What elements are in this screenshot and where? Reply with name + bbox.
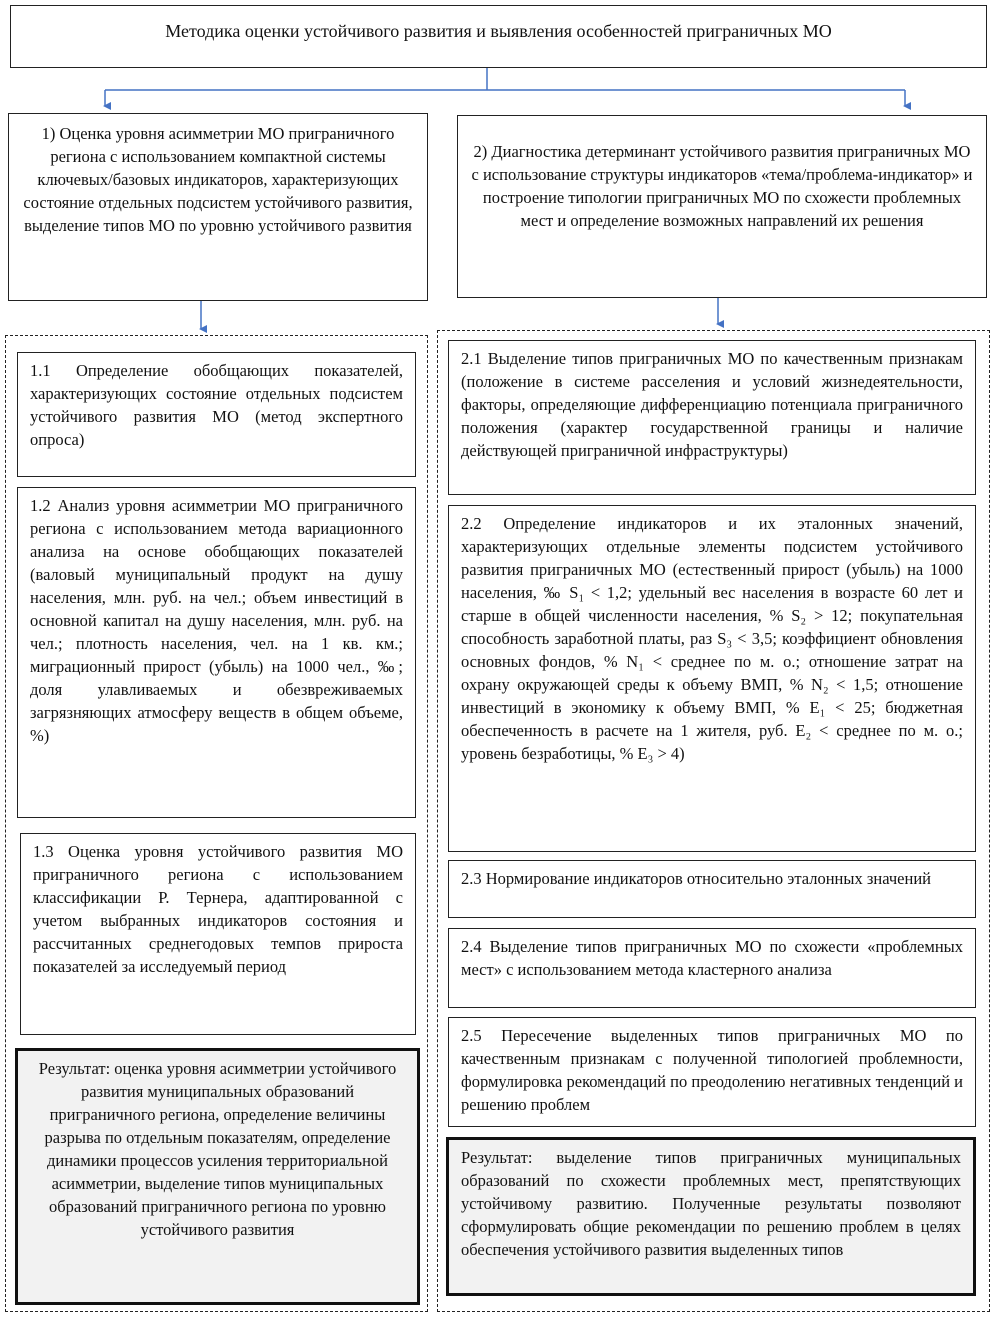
- step-2-2: [448, 505, 976, 852]
- step-2-1: [448, 340, 976, 495]
- step-1-3: [20, 833, 416, 1035]
- step-text: 2.3 Нормирование индикаторов относительно эталонных значений: [461, 869, 931, 888]
- right-header-text: 2) Диагностика детерминант устойчивого развития приграничных МО с использование структуры индикаторов «тема/проблема-индикатор» и построение типологии приграничных МО по схожести проблемных мест и определение возможных направлений их решения: [471, 142, 973, 230]
- left-result-box: [15, 1048, 420, 1305]
- title-box: [10, 5, 987, 68]
- step-text: 1.2 Анализ уровня асимметрии МО приграничного региона с использованием метода вариационного анализа на основе обобщающих показателей (валовый муниципальный продукт на душу населения, млн. руб. на чел.; объем инвестиций в основной капитал на душу населения, млн. руб. на чел.; плотность населения, чел. на 1 кв. км.; миграционный прирост (убыль) на 1000 чел., ‰; доля улавливаемых и обезвреживаемых загрязняющих атмосферу веществ в общем объеме, %): [30, 496, 403, 745]
- step-text: 2.4 Выделение типов приграничных МО по схожести «проблемных мест» с использованием метода кластерного анализа: [461, 937, 963, 979]
- step-text: 1.3 Оценка уровня устойчивого развития МО приграничного региона с использованием классификации Р. Тернера, адаптированной с учетом выбранных индикаторов состояния и рассчитанных среднегодовых темпов прироста показателей за исследуемый период: [33, 842, 403, 976]
- result-text: Результат: выделение типов приграничных муниципальных образований по схожести проблемных мест, препятствующих устойчивому развитию. Полученные результаты позволяют сформулировать общие рекомендации по решению проблем в целях обеспечения устойчивого развития выделенных типов: [461, 1148, 961, 1259]
- left-header-box: [8, 113, 428, 301]
- step-text: 2.5 Пересечение выделенных типов приграничных МО по качественным признакам с полученной типологией проблемности, формулировка рекомендаций по преодолению негативных тенденций и решению проблем: [461, 1026, 963, 1114]
- step-1-1: [17, 352, 416, 477]
- step-2-5: [448, 1017, 976, 1127]
- step-1-2: [17, 487, 416, 818]
- step-text: 2.1 Выделение типов приграничных МО по качественным признакам (положение в системе расселения и условий жизнедеятельности, факторы, определяющие дифференциацию потенциала приграничного положения (характер государственной границы и наличие действующей приграничной инфраструктуры): [461, 349, 963, 460]
- left-header-text: 1) Оценка уровня асимметрии МО приграничного региона с использованием компактной системы ключевых/базовых индикаторов, характеризующих состояние отдельных подсистем устойчивого развития, выделение типов МО по уровню устойчивого развития: [23, 124, 413, 235]
- step-2-4: [448, 928, 976, 1008]
- step-text: 1.1 Определение обобщающих показателей, характеризующих состояние отдельных подсистем устойчивого развития МО (метод экспертного опроса): [30, 361, 403, 449]
- diagram-title: Методика оценки устойчивого развития и выявления особенностей приграничных МО: [165, 21, 832, 41]
- right-result-box: [446, 1137, 976, 1296]
- step-2-3: [448, 860, 976, 918]
- right-header-box: [457, 115, 987, 298]
- step-text: 2.2 Определение индикаторов и их эталонных значений, характеризующих отдельные элементы подсистем устойчивого развития приграничных МО (естественный прирост (убыль) на 1000 населения, ‰ S₁ < 1,2; удельный вес населения в возрасте 60 лет и старше в общей численности населения, % S₂ > 12; покупательная способность заработной платы, раз S₃ < 3,5; коэффициент обновления основных фондов, % N₁ < среднее по м. о.; отношение затрат на охрану окружающей среды к объему ВМП, % N₂ < 1,5; отношение инвестиций в экономику к объему ВМП, % E₁ < 25; бюджетная обеспеченность в расчете на 1 жителя, руб. E₂ < среднее по м. о.; уровень безработицы, % E₃ > 4): [461, 514, 963, 763]
- result-text: Результат: оценка уровня асимметрии устойчивого развития муниципальных образований приграничного региона, определение величины разрыва по отдельным показателям, определение динамики процессов усиления территориальной асимметрии, выделение типов муниципальных образований приграничного региона по уровню устойчивого развития: [38, 1059, 397, 1239]
